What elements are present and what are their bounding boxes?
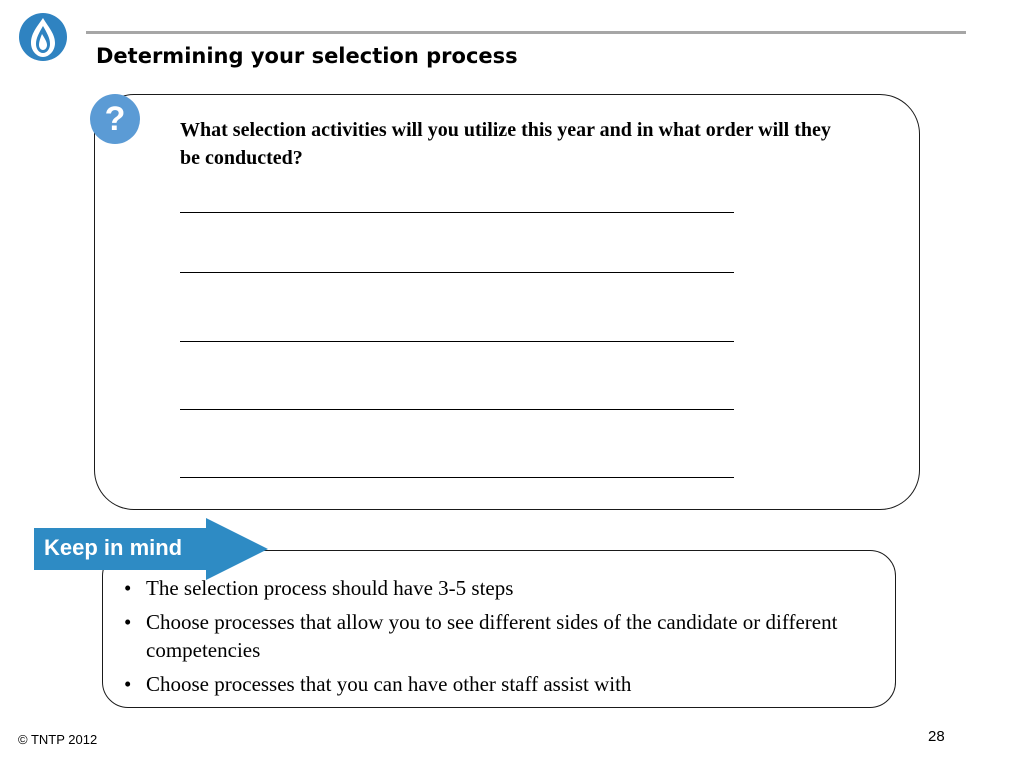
- list-item: [124, 608, 874, 664]
- header-divider: [86, 31, 966, 34]
- copyright-notice: © TNTP 2012: [18, 732, 98, 747]
- question-mark-icon: [89, 93, 141, 145]
- bullet-text: Choose processes that allow you to see different sides of the candidate or different competencies: [146, 610, 838, 662]
- flame-logo-icon: [16, 12, 72, 62]
- answer-line-4[interactable]: [180, 409, 734, 410]
- bullet-text: Choose processes that you can have other staff assist with: [146, 672, 632, 696]
- answer-line-2[interactable]: [180, 272, 734, 273]
- list-item: [124, 574, 874, 602]
- answer-line-3[interactable]: [180, 341, 734, 342]
- question-text: What selection activities will you utilize this year and in what order will they be conducted?: [180, 119, 831, 169]
- bullet-dot: •: [124, 672, 132, 696]
- answer-line-5[interactable]: [180, 477, 734, 478]
- page-number: 28: [928, 728, 945, 745]
- bullet-text: The selection process should have 3-5 steps: [146, 576, 514, 600]
- slide-title: Determining your selection process: [96, 44, 518, 68]
- keep-in-mind-list: [124, 574, 874, 704]
- question-mark-glyph: ?: [104, 100, 126, 138]
- list-item: [124, 670, 874, 698]
- answer-line-1[interactable]: [180, 212, 734, 213]
- keep-in-mind-label: Keep in mind: [44, 535, 183, 560]
- bullet-dot: •: [124, 576, 132, 600]
- bullet-dot: •: [124, 610, 132, 634]
